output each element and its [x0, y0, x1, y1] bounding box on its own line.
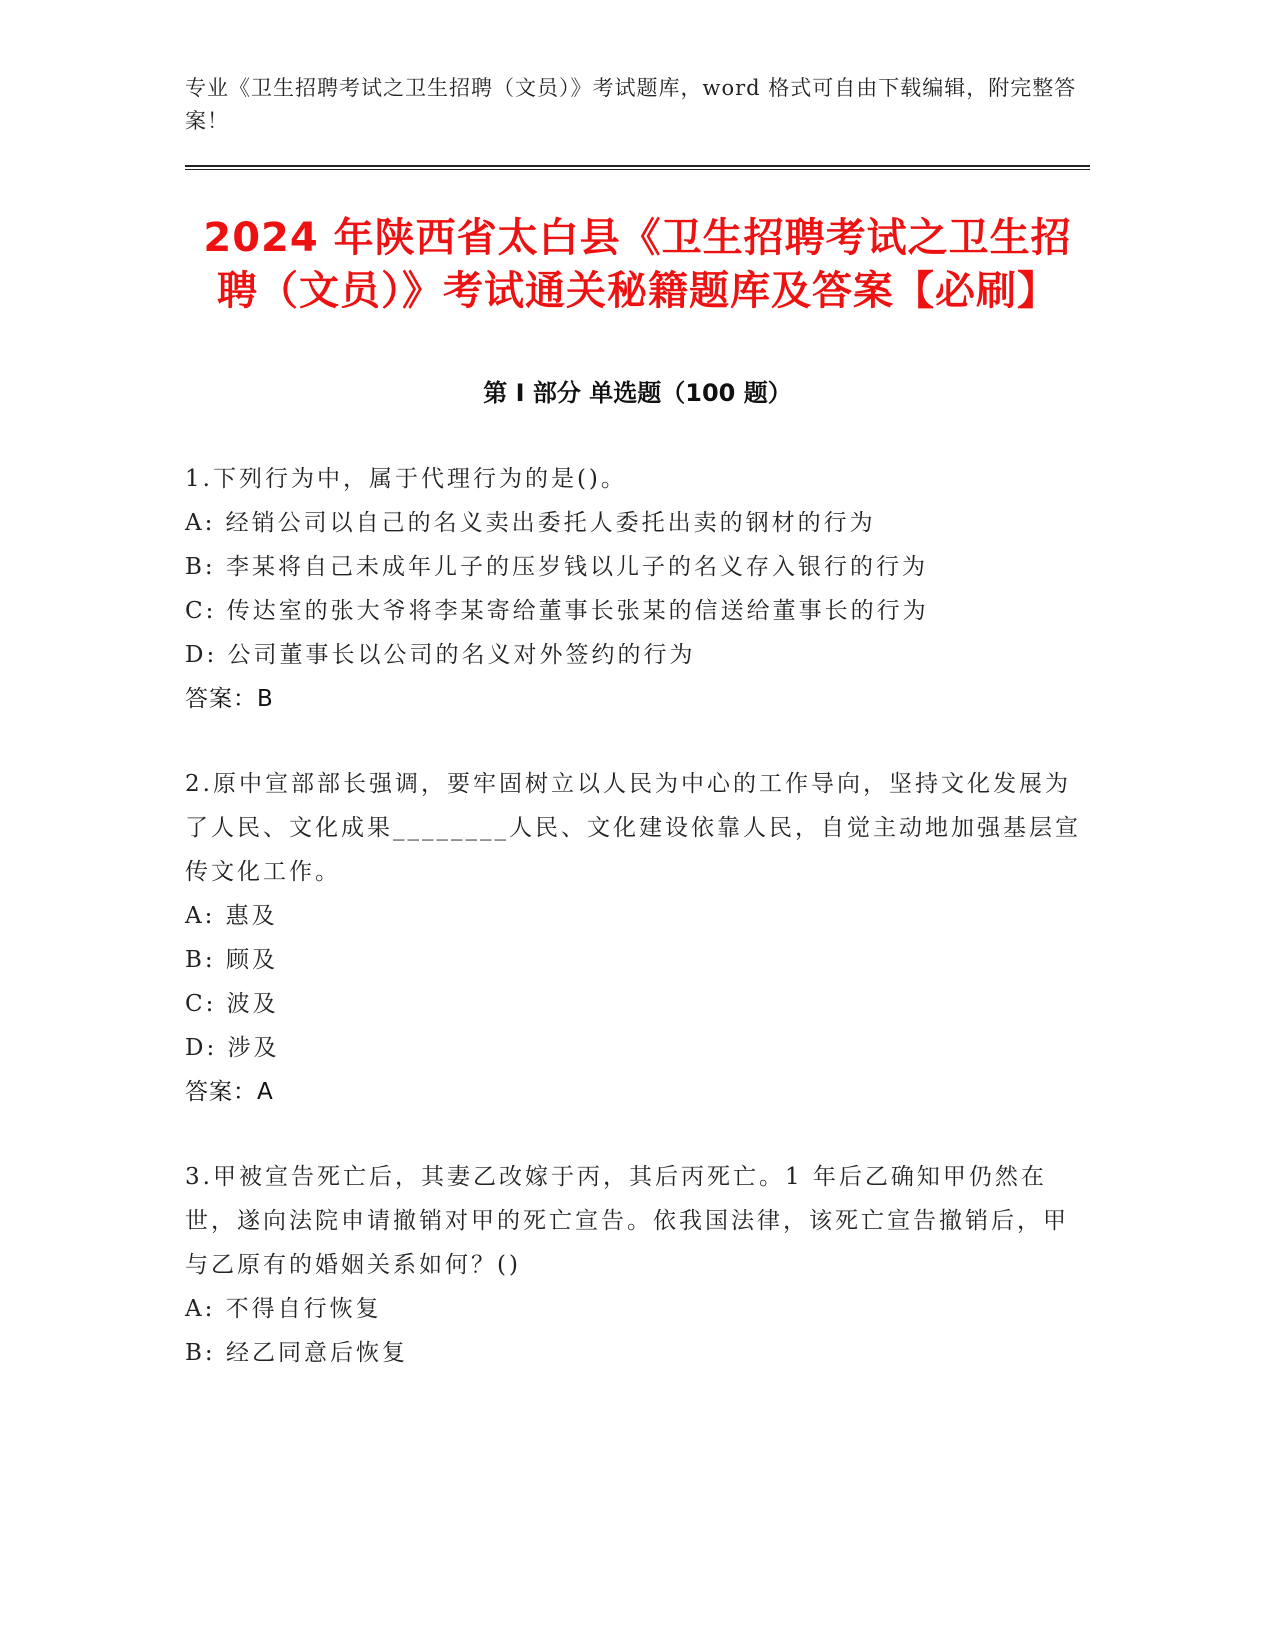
question-stem: 1.下列行为中，属于代理行为的是()。 — [185, 466, 627, 492]
question-1 — [185, 457, 1090, 721]
question-stem: 2.原中宣部部长强调，要牢固树立以人民为中心的工作导向，坚持文化发展为了人民、文化成果________人民、文化建设依靠人民，自觉主动地加强基层宣传文化工作。 — [185, 771, 1081, 885]
option-d: D: 公司董事长以公司的名义对外签约的行为 — [185, 642, 696, 668]
question-3 — [185, 1155, 1090, 1375]
answer: 答案：B — [185, 686, 274, 712]
option-a: A: 经销公司以自己的名义卖出委托人委托出卖的钢材的行为 — [185, 510, 876, 536]
section-heading: 第 I 部分 单选题（100 题） — [483, 379, 792, 407]
option-d: D: 涉及 — [185, 1035, 280, 1061]
answer: 答案：A — [185, 1079, 274, 1105]
header-note: 专业《卫生招聘考试之卫生招聘（文员）》考试题库，word 格式可自由下载编辑，附完整答案！ — [185, 76, 1077, 133]
option-b: B: 顾及 — [185, 947, 278, 973]
header-divider-thin — [185, 169, 1090, 170]
document-page — [185, 72, 1090, 1416]
header-divider-thick — [185, 165, 1090, 167]
option-c: C: 波及 — [185, 991, 279, 1017]
option-b: B: 李某将自己未成年儿子的压岁钱以儿子的名义存入银行的行为 — [185, 554, 928, 580]
question-2 — [185, 762, 1090, 1114]
option-a: A: 惠及 — [185, 903, 278, 929]
option-c: C: 传达室的张大爷将李某寄给董事长张某的信送给董事长的行为 — [185, 598, 929, 624]
question-list — [185, 457, 1090, 1375]
document-title: 2024 年陕西省太白县《卫生招聘考试之卫生招聘（文员）》考试通关秘籍题库及答案【必刷】 — [203, 215, 1072, 314]
question-stem: 3.甲被宣告死亡后，其妻乙改嫁于丙，其后丙死亡。1 年后乙确知甲仍然在世，遂向法院申请撤销对甲的死亡宣告。依我国法律，该死亡宣告撤销后，甲与乙原有的婚姻关系如何？() — [185, 1164, 1069, 1278]
option-b: B: 经乙同意后恢复 — [185, 1340, 408, 1366]
option-a: A: 不得自行恢复 — [185, 1296, 382, 1322]
